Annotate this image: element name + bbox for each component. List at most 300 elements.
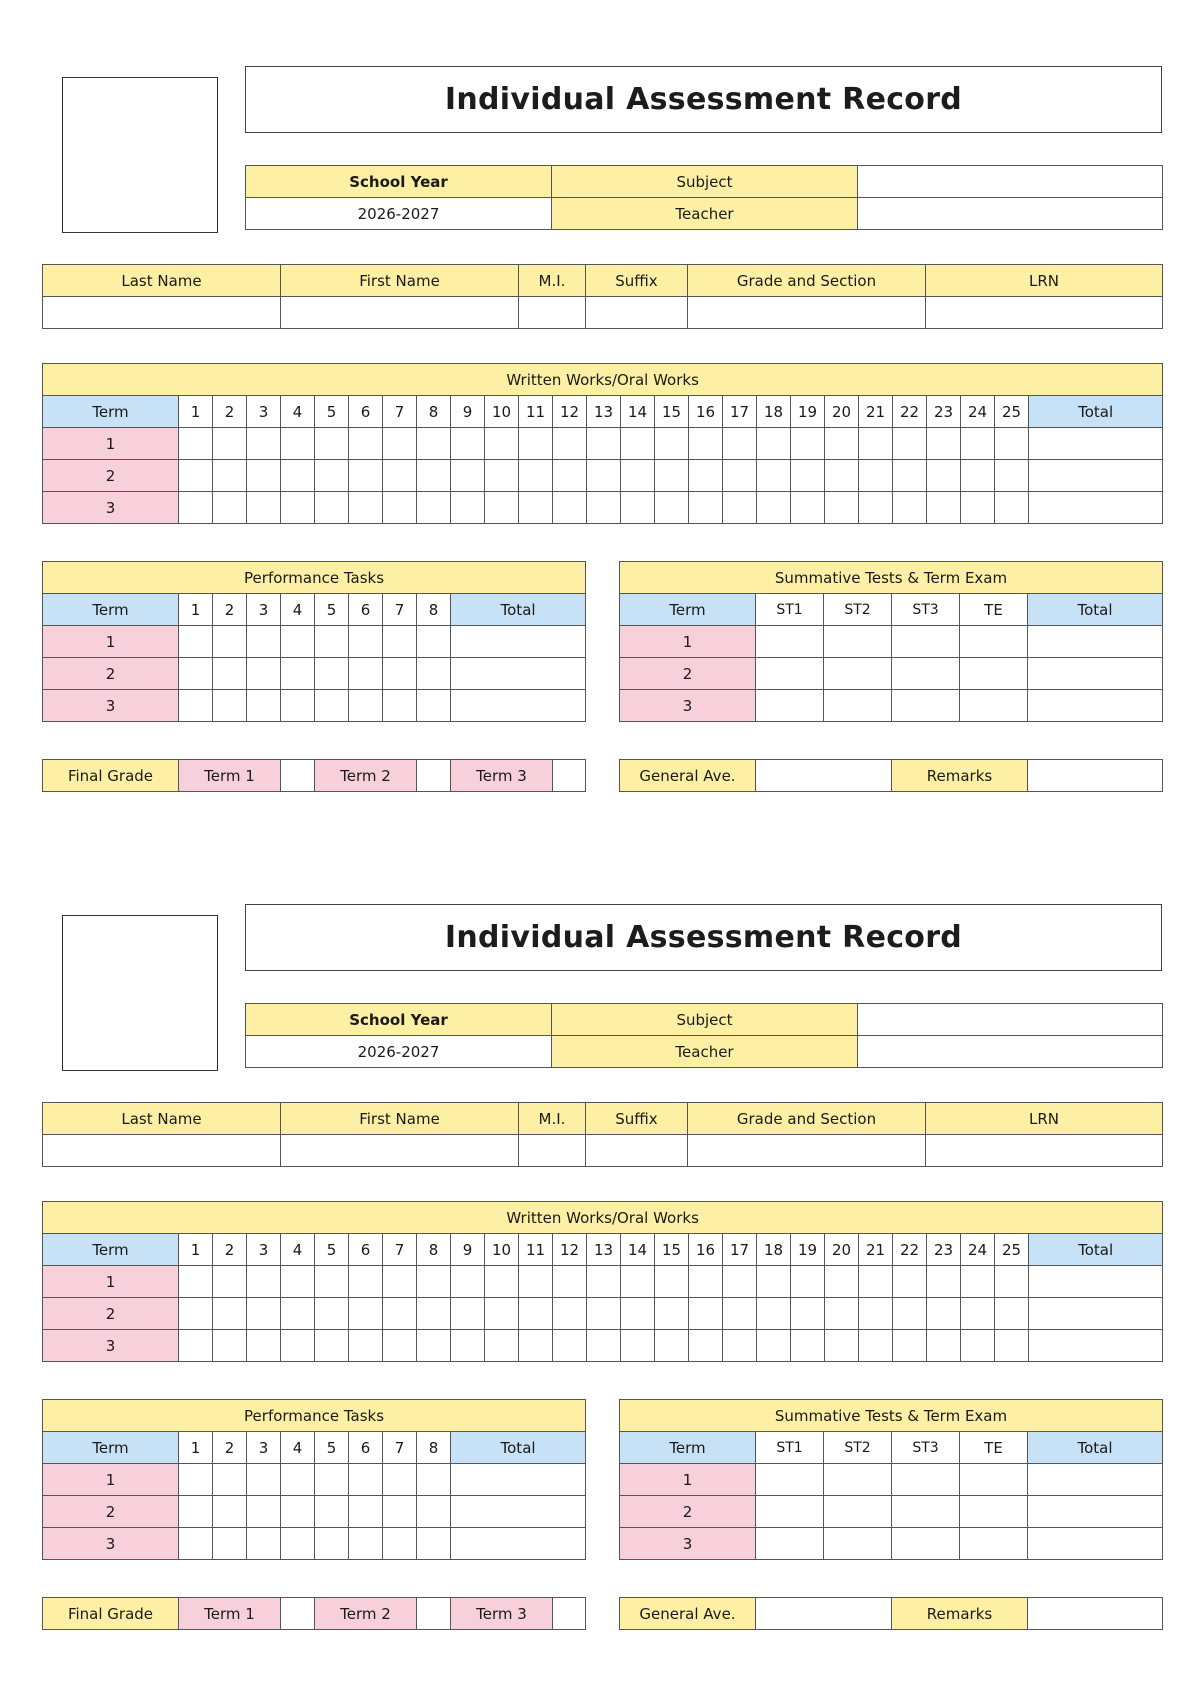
summative-score-cell[interactable]	[960, 626, 1028, 658]
written-works-score-cell[interactable]	[587, 1330, 621, 1362]
school-info-table	[245, 1003, 1163, 1068]
summative-score-cell[interactable]	[892, 690, 960, 722]
performance-tasks-score-cell[interactable]	[417, 1496, 451, 1528]
summative-score-cell[interactable]	[756, 626, 824, 658]
written-works-score-cell[interactable]	[553, 460, 587, 492]
summative-score-cell[interactable]	[824, 658, 892, 690]
written-works-score-cell[interactable]	[485, 460, 519, 492]
summative-score-cell[interactable]	[960, 690, 1028, 722]
written-works-score-cell[interactable]	[961, 1298, 995, 1330]
written-works-column-header: 4	[281, 1234, 315, 1266]
summative-score-cell[interactable]	[960, 1464, 1028, 1496]
written-works-score-cell[interactable]	[247, 492, 281, 524]
written-works-score-cell[interactable]	[621, 1330, 655, 1362]
written-works-score-cell[interactable]	[825, 1330, 859, 1362]
summative-column-header: ST2	[824, 594, 892, 626]
written-works-score-cell[interactable]	[587, 1298, 621, 1330]
written-works-score-cell[interactable]	[349, 460, 383, 492]
written-works-score-cell[interactable]	[723, 1298, 757, 1330]
performance-tasks-score-cell[interactable]	[179, 626, 213, 658]
written-works-score-cell[interactable]	[655, 1330, 689, 1362]
summative-score-cell[interactable]	[892, 626, 960, 658]
written-works-score-cell[interactable]	[383, 1266, 417, 1298]
written-works-score-cell[interactable]	[587, 1266, 621, 1298]
performance-tasks-title: Performance Tasks	[43, 562, 586, 594]
written-works-total-cell[interactable]	[1029, 1266, 1163, 1298]
written-works-score-cell[interactable]	[927, 460, 961, 492]
first-name-field[interactable]	[281, 1135, 519, 1167]
written-works-score-cell[interactable]	[723, 428, 757, 460]
written-works-score-cell[interactable]	[893, 1298, 927, 1330]
written-works-score-cell[interactable]	[213, 1266, 247, 1298]
written-works-title: Written Works/Oral Works	[43, 364, 1163, 396]
written-works-score-cell[interactable]	[927, 428, 961, 460]
written-works-score-cell[interactable]	[825, 1266, 859, 1298]
student-info-table	[42, 264, 1163, 329]
summative-term-row	[620, 1464, 1163, 1496]
written-works-score-cell[interactable]	[689, 1298, 723, 1330]
written-works-score-cell[interactable]	[893, 1330, 927, 1362]
performance-tasks-score-cell[interactable]	[417, 1528, 451, 1560]
middle-initial-label: M.I.	[519, 1103, 586, 1135]
written-works-score-cell[interactable]	[757, 1330, 791, 1362]
written-works-column-header: 22	[893, 396, 927, 428]
summative-total-cell[interactable]	[1028, 658, 1163, 690]
summative-score-cell[interactable]	[892, 658, 960, 690]
performance-tasks-score-cell[interactable]	[349, 1528, 383, 1560]
written-works-column-header: 19	[791, 396, 825, 428]
remarks-value[interactable]	[1028, 760, 1163, 792]
written-works-score-cell[interactable]	[213, 492, 247, 524]
written-works-score-cell[interactable]	[859, 1298, 893, 1330]
performance-tasks-score-cell[interactable]	[213, 626, 247, 658]
written-works-score-cell[interactable]	[893, 492, 927, 524]
subject-field[interactable]	[858, 166, 1163, 198]
performance-tasks-score-cell[interactable]	[383, 658, 417, 690]
performance-tasks-score-cell[interactable]	[383, 1464, 417, 1496]
summative-score-cell[interactable]	[892, 1464, 960, 1496]
written-works-score-cell[interactable]	[621, 1298, 655, 1330]
performance-tasks-total-cell[interactable]	[451, 1464, 586, 1496]
subject-field[interactable]	[858, 1004, 1163, 1036]
written-works-score-cell[interactable]	[485, 1330, 519, 1362]
written-works-column-header: 23	[927, 1234, 961, 1266]
summative-score-cell[interactable]	[756, 1528, 824, 1560]
written-works-score-cell[interactable]	[655, 460, 689, 492]
written-works-score-cell[interactable]	[179, 1330, 213, 1362]
written-works-score-cell[interactable]	[213, 1298, 247, 1330]
written-works-score-cell[interactable]	[859, 492, 893, 524]
written-works-score-cell[interactable]	[315, 460, 349, 492]
performance-tasks-score-cell[interactable]	[315, 1464, 349, 1496]
written-works-score-cell[interactable]	[383, 1298, 417, 1330]
written-works-column-header: 12	[553, 396, 587, 428]
written-works-score-cell[interactable]	[927, 492, 961, 524]
final-term-3-value[interactable]	[553, 1598, 586, 1630]
performance-tasks-score-cell[interactable]	[281, 1464, 315, 1496]
middle-initial-field[interactable]	[519, 1135, 586, 1167]
written-works-score-cell[interactable]	[621, 460, 655, 492]
written-works-score-cell[interactable]	[757, 1266, 791, 1298]
performance-tasks-term-row	[43, 1496, 586, 1528]
performance-tasks-score-cell[interactable]	[247, 1528, 281, 1560]
grade-section-field[interactable]	[688, 1135, 926, 1167]
written-works-score-cell[interactable]	[213, 460, 247, 492]
written-works-score-cell[interactable]	[281, 1298, 315, 1330]
written-works-score-cell[interactable]	[825, 460, 859, 492]
written-works-score-cell[interactable]	[451, 1330, 485, 1362]
performance-tasks-term-header: Term	[43, 1432, 179, 1464]
performance-tasks-score-cell[interactable]	[315, 1528, 349, 1560]
performance-tasks-column-header: 3	[247, 594, 281, 626]
written-works-score-cell[interactable]	[315, 1266, 349, 1298]
summative-column-header: TE	[960, 594, 1028, 626]
written-works-column-header: 9	[451, 1234, 485, 1266]
written-works-score-cell[interactable]	[961, 460, 995, 492]
written-works-score-cell[interactable]	[179, 1298, 213, 1330]
performance-tasks-total-cell[interactable]	[451, 690, 586, 722]
written-works-score-cell[interactable]	[689, 492, 723, 524]
written-works-score-cell[interactable]	[995, 492, 1029, 524]
performance-tasks-score-cell[interactable]	[417, 658, 451, 690]
school-year-label: School Year	[246, 1004, 552, 1036]
performance-tasks-column-header: 4	[281, 594, 315, 626]
performance-tasks-total-cell[interactable]	[451, 658, 586, 690]
written-works-score-cell[interactable]	[621, 1266, 655, 1298]
written-works-score-cell[interactable]	[519, 428, 553, 460]
summative-total-cell[interactable]	[1028, 626, 1163, 658]
performance-tasks-score-cell[interactable]	[417, 1464, 451, 1496]
written-works-score-cell[interactable]	[349, 492, 383, 524]
written-works-score-cell[interactable]	[757, 492, 791, 524]
written-works-total-cell[interactable]	[1029, 460, 1163, 492]
performance-tasks-score-cell[interactable]	[383, 1528, 417, 1560]
performance-tasks-total-cell[interactable]	[451, 1496, 586, 1528]
written-works-score-cell[interactable]	[757, 428, 791, 460]
written-works-score-cell[interactable]	[791, 460, 825, 492]
written-works-score-cell[interactable]	[451, 460, 485, 492]
written-works-score-cell[interactable]	[553, 1330, 587, 1362]
written-works-score-cell[interactable]	[587, 428, 621, 460]
performance-tasks-score-cell[interactable]	[179, 1528, 213, 1560]
written-works-score-cell[interactable]	[825, 428, 859, 460]
performance-tasks-score-cell[interactable]	[349, 626, 383, 658]
final-term-1-value[interactable]	[281, 1598, 315, 1630]
written-works-score-cell[interactable]	[995, 1330, 1029, 1362]
lrn-field[interactable]	[926, 297, 1163, 329]
written-works-score-cell[interactable]	[689, 1330, 723, 1362]
summative-score-cell[interactable]	[824, 1464, 892, 1496]
written-works-score-cell[interactable]	[825, 492, 859, 524]
written-works-term-row	[43, 1298, 1163, 1330]
summative-score-cell[interactable]	[824, 626, 892, 658]
written-works-score-cell[interactable]	[655, 1298, 689, 1330]
written-works-score-cell[interactable]	[179, 1266, 213, 1298]
written-works-score-cell[interactable]	[451, 428, 485, 460]
written-works-score-cell[interactable]	[859, 1330, 893, 1362]
written-works-score-cell[interactable]	[961, 1330, 995, 1362]
final-term-2-value[interactable]	[417, 760, 451, 792]
performance-tasks-score-cell[interactable]	[213, 1496, 247, 1528]
performance-tasks-score-cell[interactable]	[349, 1496, 383, 1528]
written-works-score-cell[interactable]	[587, 460, 621, 492]
summative-score-cell[interactable]	[960, 1496, 1028, 1528]
performance-tasks-term-row	[43, 658, 586, 690]
performance-tasks-score-cell[interactable]	[383, 626, 417, 658]
written-works-score-cell[interactable]	[961, 1266, 995, 1298]
performance-tasks-score-cell[interactable]	[179, 690, 213, 722]
final-term-2-value[interactable]	[417, 1598, 451, 1630]
performance-tasks-column-header: 6	[349, 1432, 383, 1464]
summative-score-cell[interactable]	[756, 690, 824, 722]
written-works-score-cell[interactable]	[961, 428, 995, 460]
written-works-score-cell[interactable]	[859, 428, 893, 460]
written-works-score-cell[interactable]	[655, 1266, 689, 1298]
written-works-score-cell[interactable]	[791, 1298, 825, 1330]
last-name-field[interactable]	[43, 297, 281, 329]
written-works-column-header: 9	[451, 396, 485, 428]
written-works-total-cell[interactable]	[1029, 492, 1163, 524]
summative-score-cell[interactable]	[756, 1496, 824, 1528]
written-works-score-cell[interactable]	[723, 1266, 757, 1298]
written-works-score-cell[interactable]	[281, 1266, 315, 1298]
written-works-score-cell[interactable]	[655, 492, 689, 524]
written-works-score-cell[interactable]	[281, 1330, 315, 1362]
performance-tasks-score-cell[interactable]	[383, 690, 417, 722]
middle-initial-field[interactable]	[519, 297, 586, 329]
written-works-score-cell[interactable]	[383, 460, 417, 492]
performance-tasks-score-cell[interactable]	[247, 626, 281, 658]
written-works-score-cell[interactable]	[281, 460, 315, 492]
performance-tasks-score-cell[interactable]	[247, 690, 281, 722]
performance-tasks-score-cell[interactable]	[383, 1496, 417, 1528]
written-works-score-cell[interactable]	[859, 1266, 893, 1298]
first-name-field[interactable]	[281, 297, 519, 329]
written-works-score-cell[interactable]	[383, 428, 417, 460]
performance-tasks-score-cell[interactable]	[213, 1464, 247, 1496]
general-ave-value[interactable]	[756, 1598, 892, 1630]
performance-tasks-score-cell[interactable]	[281, 1496, 315, 1528]
written-works-score-cell[interactable]	[349, 428, 383, 460]
written-works-score-cell[interactable]	[995, 460, 1029, 492]
performance-tasks-score-cell[interactable]	[349, 1464, 383, 1496]
remarks-value[interactable]	[1028, 1598, 1163, 1630]
written-works-score-cell[interactable]	[213, 428, 247, 460]
summative-total-cell[interactable]	[1028, 1528, 1163, 1560]
written-works-column-header: 12	[553, 1234, 587, 1266]
written-works-column-header: 13	[587, 1234, 621, 1266]
photo-box[interactable]	[62, 77, 218, 233]
performance-tasks-score-cell[interactable]	[417, 690, 451, 722]
written-works-score-cell[interactable]	[791, 492, 825, 524]
summative-score-cell[interactable]	[892, 1528, 960, 1560]
written-works-score-cell[interactable]	[723, 1330, 757, 1362]
written-works-score-cell[interactable]	[893, 1266, 927, 1298]
written-works-score-cell[interactable]	[213, 1330, 247, 1362]
written-works-score-cell[interactable]	[689, 428, 723, 460]
performance-tasks-total-cell[interactable]	[451, 1528, 586, 1560]
summative-total-cell[interactable]	[1028, 1496, 1163, 1528]
grade-section-field[interactable]	[688, 297, 926, 329]
written-works-score-cell[interactable]	[995, 1266, 1029, 1298]
written-works-score-cell[interactable]	[961, 492, 995, 524]
written-works-score-cell[interactable]	[587, 492, 621, 524]
performance-tasks-score-cell[interactable]	[247, 658, 281, 690]
performance-tasks-total-cell[interactable]	[451, 626, 586, 658]
general-ave-value[interactable]	[756, 760, 892, 792]
teacher-field[interactable]	[858, 1036, 1163, 1068]
final-term-1-value[interactable]	[281, 760, 315, 792]
written-works-score-cell[interactable]	[485, 1266, 519, 1298]
performance-tasks-score-cell[interactable]	[315, 1496, 349, 1528]
summative-title: Summative Tests & Term Exam	[620, 562, 1163, 594]
written-works-score-cell[interactable]	[723, 492, 757, 524]
written-works-score-cell[interactable]	[417, 460, 451, 492]
written-works-score-cell[interactable]	[485, 492, 519, 524]
written-works-score-cell[interactable]	[553, 428, 587, 460]
summative-score-cell[interactable]	[756, 1464, 824, 1496]
performance-tasks-score-cell[interactable]	[179, 658, 213, 690]
written-works-score-cell[interactable]	[315, 1298, 349, 1330]
performance-tasks-score-cell[interactable]	[281, 658, 315, 690]
final-term-3-value[interactable]	[553, 760, 586, 792]
written-works-score-cell[interactable]	[757, 460, 791, 492]
summative-column-header: ST1	[756, 594, 824, 626]
written-works-column-header: 4	[281, 396, 315, 428]
lrn-field[interactable]	[926, 1135, 1163, 1167]
written-works-score-cell[interactable]	[315, 1330, 349, 1362]
summative-total-cell[interactable]	[1028, 690, 1163, 722]
written-works-score-cell[interactable]	[383, 1330, 417, 1362]
written-works-score-cell[interactable]	[485, 428, 519, 460]
written-works-column-header: 18	[757, 396, 791, 428]
written-works-score-cell[interactable]	[247, 428, 281, 460]
written-works-score-cell[interactable]	[519, 460, 553, 492]
written-works-score-cell[interactable]	[723, 460, 757, 492]
written-works-score-cell[interactable]	[995, 428, 1029, 460]
written-works-score-cell[interactable]	[689, 1266, 723, 1298]
summative-score-cell[interactable]	[824, 690, 892, 722]
teacher-field[interactable]	[858, 198, 1163, 230]
written-works-score-cell[interactable]	[893, 460, 927, 492]
written-works-score-cell[interactable]	[519, 1298, 553, 1330]
written-works-score-cell[interactable]	[791, 1266, 825, 1298]
written-works-score-cell[interactable]	[179, 428, 213, 460]
summative-score-cell[interactable]	[960, 1528, 1028, 1560]
summative-total-cell[interactable]	[1028, 1464, 1163, 1496]
written-works-score-cell[interactable]	[553, 1298, 587, 1330]
written-works-score-cell[interactable]	[247, 460, 281, 492]
written-works-total-cell[interactable]	[1029, 428, 1163, 460]
performance-tasks-score-cell[interactable]	[213, 690, 247, 722]
written-works-score-cell[interactable]	[893, 428, 927, 460]
suffix-field[interactable]	[586, 1135, 688, 1167]
summative-score-cell[interactable]	[824, 1496, 892, 1528]
performance-tasks-score-cell[interactable]	[281, 1528, 315, 1560]
written-works-score-cell[interactable]	[383, 492, 417, 524]
performance-tasks-score-cell[interactable]	[213, 1528, 247, 1560]
performance-tasks-score-cell[interactable]	[315, 626, 349, 658]
written-works-score-cell[interactable]	[519, 1330, 553, 1362]
written-works-score-cell[interactable]	[791, 1330, 825, 1362]
written-works-score-cell[interactable]	[655, 428, 689, 460]
last-name-field[interactable]	[43, 1135, 281, 1167]
written-works-score-cell[interactable]	[247, 1266, 281, 1298]
written-works-score-cell[interactable]	[349, 1330, 383, 1362]
performance-tasks-score-cell[interactable]	[179, 1464, 213, 1496]
summative-score-cell[interactable]	[824, 1528, 892, 1560]
written-works-score-cell[interactable]	[417, 492, 451, 524]
written-works-score-cell[interactable]	[179, 492, 213, 524]
final-term-3-label: Term 3	[451, 760, 553, 792]
written-works-score-cell[interactable]	[621, 492, 655, 524]
written-works-score-cell[interactable]	[825, 1298, 859, 1330]
performance-tasks-score-cell[interactable]	[349, 690, 383, 722]
written-works-score-cell[interactable]	[927, 1266, 961, 1298]
written-works-score-cell[interactable]	[315, 428, 349, 460]
written-works-score-cell[interactable]	[519, 492, 553, 524]
written-works-score-cell[interactable]	[859, 460, 893, 492]
performance-tasks-score-cell[interactable]	[315, 658, 349, 690]
summative-score-cell[interactable]	[892, 1496, 960, 1528]
written-works-score-cell[interactable]	[349, 1298, 383, 1330]
written-works-term-label: 3	[43, 492, 179, 524]
written-works-score-cell[interactable]	[315, 492, 349, 524]
written-works-score-cell[interactable]	[179, 460, 213, 492]
written-works-score-cell[interactable]	[553, 1266, 587, 1298]
written-works-score-cell[interactable]	[417, 1298, 451, 1330]
performance-tasks-score-cell[interactable]	[315, 690, 349, 722]
written-works-score-cell[interactable]	[417, 1266, 451, 1298]
written-works-score-cell[interactable]	[927, 1298, 961, 1330]
written-works-score-cell[interactable]	[757, 1298, 791, 1330]
performance-tasks-score-cell[interactable]	[247, 1464, 281, 1496]
written-works-score-cell[interactable]	[417, 1330, 451, 1362]
suffix-field[interactable]	[586, 297, 688, 329]
summative-score-cell[interactable]	[756, 658, 824, 690]
written-works-score-cell[interactable]	[417, 428, 451, 460]
performance-tasks-score-cell[interactable]	[281, 690, 315, 722]
written-works-score-cell[interactable]	[451, 1298, 485, 1330]
written-works-score-cell[interactable]	[247, 1330, 281, 1362]
written-works-score-cell[interactable]	[281, 492, 315, 524]
written-works-score-cell[interactable]	[519, 1266, 553, 1298]
performance-tasks-score-cell[interactable]	[213, 658, 247, 690]
written-works-score-cell[interactable]	[791, 428, 825, 460]
summative-score-cell[interactable]	[960, 658, 1028, 690]
written-works-total-cell[interactable]	[1029, 1298, 1163, 1330]
performance-tasks-score-cell[interactable]	[349, 658, 383, 690]
written-works-score-cell[interactable]	[621, 428, 655, 460]
performance-tasks-score-cell[interactable]	[179, 1496, 213, 1528]
written-works-score-cell[interactable]	[553, 492, 587, 524]
written-works-score-cell[interactable]	[995, 1298, 1029, 1330]
written-works-score-cell[interactable]	[927, 1330, 961, 1362]
written-works-column-header: 20	[825, 1234, 859, 1266]
written-works-score-cell[interactable]	[349, 1266, 383, 1298]
performance-tasks-score-cell[interactable]	[417, 626, 451, 658]
photo-box[interactable]	[62, 915, 218, 1071]
performance-tasks-score-cell[interactable]	[281, 626, 315, 658]
written-works-score-cell[interactable]	[485, 1298, 519, 1330]
written-works-score-cell[interactable]	[451, 492, 485, 524]
written-works-score-cell[interactable]	[689, 460, 723, 492]
written-works-score-cell[interactable]	[281, 428, 315, 460]
written-works-total-cell[interactable]	[1029, 1330, 1163, 1362]
written-works-score-cell[interactable]	[451, 1266, 485, 1298]
performance-tasks-score-cell[interactable]	[247, 1496, 281, 1528]
written-works-score-cell[interactable]	[247, 1298, 281, 1330]
